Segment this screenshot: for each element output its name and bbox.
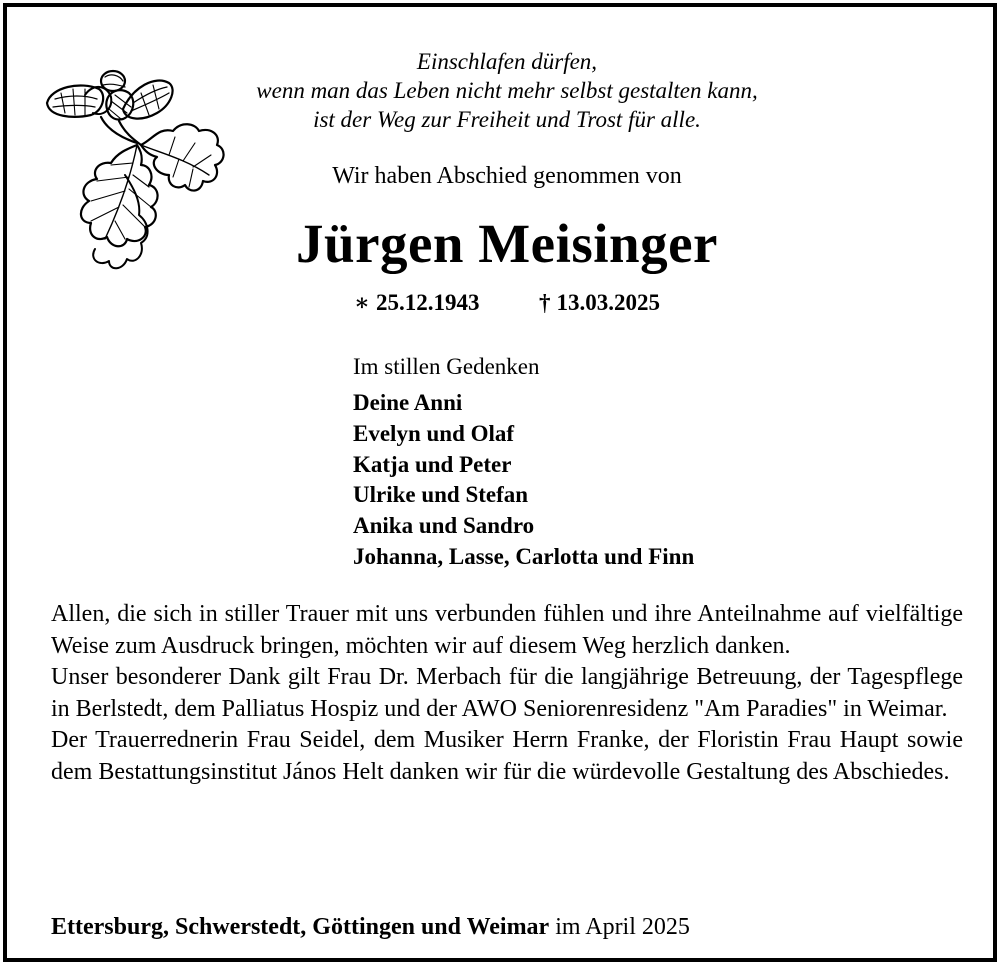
- mourner-name: Johanna, Lasse, Carlotta und Finn: [353, 543, 695, 569]
- mourner-name: Ulrike und Stefan: [353, 482, 529, 508]
- mourner-name: Deine Anni: [353, 390, 463, 415]
- poem-verse: [212, 47, 802, 134]
- thanks-paragraph: Der Trauerrednerin Frau Seidel, dem Musiker Herrn Franke, der Floristin Frau Haupt sowie dem Bestattungsinstitut János Helt danken wir für die würdevolle Gestaltung des Abschiedes.: [51, 727, 963, 785]
- intro-text: Wir haben Abschied genommen von: [332, 163, 682, 189]
- closing-date: im April 2025: [555, 914, 690, 940]
- death-date: 13.03.2025: [556, 290, 660, 315]
- mourner-name: Anika und Sandro: [353, 513, 535, 539]
- thanks-paragraph: Unser besonderer Dank gilt Frau Dr. Merbach für die langjährige Betreuung, der Tagespflege in Berlstedt, dem Palliatus Hospiz und der AWO Seniorenresidenz "Am Paradies" in Weimar.: [51, 664, 963, 722]
- life-dates: [307, 288, 707, 318]
- mourners-lead: Im stillen Gedenken: [353, 354, 540, 379]
- obituary-notice: [3, 3, 997, 962]
- closing-places: Ettersburg, Schwerstedt, Göttingen und Weimar: [51, 914, 550, 940]
- mourner-name: Katja und Peter: [353, 451, 512, 477]
- deceased-name: Jürgen Meisinger: [296, 213, 718, 274]
- mourner-name: Evelyn und Olaf: [353, 420, 515, 446]
- death-cross-icon: †: [538, 290, 551, 315]
- mourners-list: [353, 352, 913, 573]
- birth-date: 25.12.1943: [375, 290, 480, 315]
- poem-line: wenn man das Leben nicht mehr selbst gestalten kann,: [256, 78, 758, 103]
- closing-line: [51, 911, 963, 943]
- poem-line: Einschlafen dürfen,: [416, 49, 598, 74]
- thanks-text: [51, 599, 963, 789]
- birth-star-icon: ∗: [354, 290, 370, 315]
- thanks-paragraph: Allen, die sich in stiller Trauer mit uns verbunden fühlen und ihre Anteilnahme auf vielfältige Weise zum Ausdruck bringen, möchten wir auf diesem Weg herzlich danken.: [51, 601, 963, 659]
- poem-line: ist der Weg zur Freiheit und Trost für alle.: [313, 107, 701, 132]
